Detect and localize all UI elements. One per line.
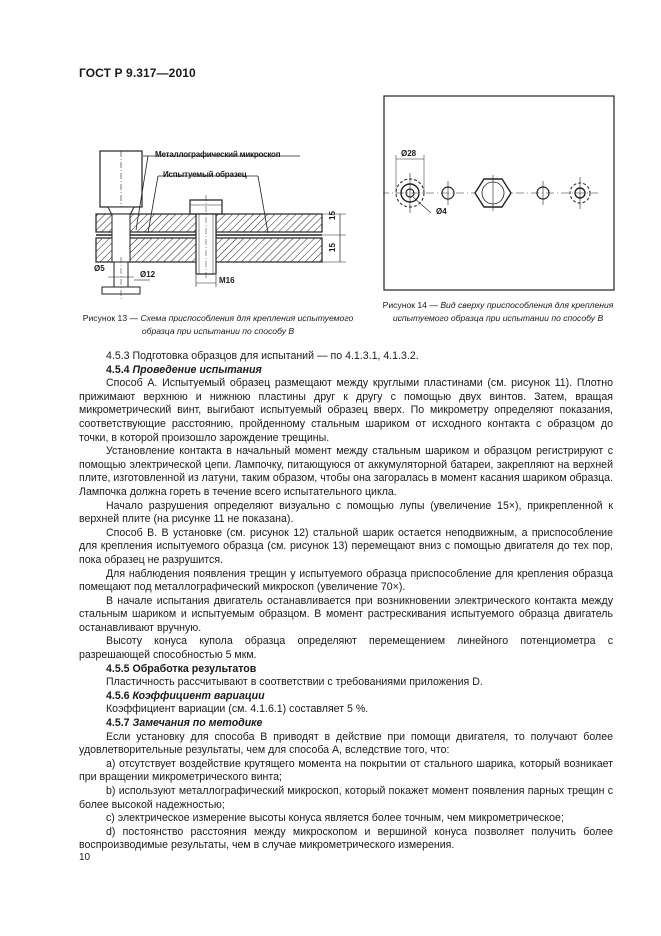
list-item-c: с) электрическое измерение высоты конуса является более точным, чем микрометрическое; [106,812,564,825]
figure-13-caption-text: — Схема приспособления для крепления испытуемого образца при испытании по способу В [127,313,354,336]
document-header: ГОСТ Р 9.317—2010 [79,66,196,80]
figure-13-caption-label: Рисунок 13 [82,313,128,323]
list-item-d: d) постоянство расстояния между микроскопом и вершиной конуса позволяет получить более воспроизводимые результаты, чем в случае микрометрического измерения. [79,825,613,852]
para-method-a-2: Установление контакта в начальный момент между стальным шариком и образцом регистрируют с помощью электрической цепи. Лампочку, питающуюся от аккумуляторной батареи, закрепляют на верхней плите, изготовленной из латуни, таким образом, чтобы она загоралась в момент касания шариком образца. Лампочка должна гореть в течение всего испытательного цикла. [79,445,613,498]
label-specimen: Испытуемый образец [163,170,247,179]
dim-d28: Ø28 [401,149,417,158]
page-number: 10 [79,852,91,863]
figure-14-drawing [383,95,615,291]
label-microscope: Металлографический микроскоп [155,150,281,159]
body-text [79,350,613,853]
heading-455: 4.5.5 Обработка результатов [106,662,257,675]
para-method-b-2: Для наблюдения появления трещин у испытуемого образца приспособление для крепления образца помещают под металлографический микроскоп (увеличение 70×). [79,567,613,594]
figure-13-drawing [78,135,358,305]
figure-13-caption [78,312,358,338]
heading-454: 4.5.4 Проведение испытания [106,363,262,376]
heading-456: 4.5.6 Коэффициент вариации [106,689,265,702]
para-453: 4.5.3 Подготовка образцов для испытаний — по 4.1.3.1, 4.1.3.2. [106,350,419,362]
dim-d4: Ø4 [436,207,447,216]
heading-457: 4.5.7 Замечания по методике [106,717,263,730]
dim-d12: Ø12 [140,270,156,279]
list-item-b: b) используют металлографический микроскоп, который покажет момент появления парных трещин с более высокой надежностью; [79,785,613,811]
list-item-a: а) отсутствует воздействие крутящего момента на покрытии от стального шарика, который возникает при вращении микрометрического винта; [79,757,613,784]
dim-15-bottom: 15 [328,243,337,252]
para-457: Если установку для способа В приводят в действие при помощи двигателя, то получают более удовлетворительные результаты, чем для способа А, вследствие того, что: [79,730,613,757]
para-method-a-3: Начало разрушения определяют визуально с помощью лупы (увеличение 15×), прикрепленной к верхней плите (на рисунке 11 не показана). [79,499,613,526]
figure-14-caption [380,299,616,325]
figure-14-caption-text: — Вид сверху приспособления для крепления испытуемого образца при испытании по способу В [392,300,614,323]
para-456: Коэффициент вариации (см. 4.1.6.1) составляет 5 %. [106,703,369,716]
figure-14-caption-label: Рисунок 14 [382,300,427,310]
para-method-b-1: Способ В. В установке (см. рисунок 12) стальной шарик остается неподвижным, а приспособление для крепления испытуемого образца (см. рисунок 13) перемещают вниз с помощью двигателя до тех пор, пока образец не разрушится. [79,526,613,566]
dim-d5: Ø5 [94,264,105,273]
dim-15-top: 15 [328,211,337,220]
para-method-a-1: Способ А. Испытуемый образец размещают между круглыми пластинами (см. рисунок 11). Плотно прижимают верхнюю и нижнюю пластины друг к другу с помощью двух винтов. Затем, вращая микрометрический винт, выгибают испытуемый образец вверх. По микрометру определяют показания, соответствующие расстоянию, пройденному стальным шариком от исходного контакта с образцом до точки, в которой произошло зарождение трещины. [79,377,613,444]
para-455: Пластичность рассчитывают в соответствии с требованиями приложения D. [106,676,483,689]
para-method-b-3: В начале испытания двигатель останавливается при возникновении электрического контакта между стальным шариком и испытуемым образцом. В момент растрескивания испытуемого образца двигатель останавливают вручную. [79,594,613,634]
para-method-b-4: Высоту конуса купола образца определяют перемещением линейного потенциометра с разрешающей способностью 5 мкм. [79,635,613,662]
dim-m16: M16 [219,276,235,285]
